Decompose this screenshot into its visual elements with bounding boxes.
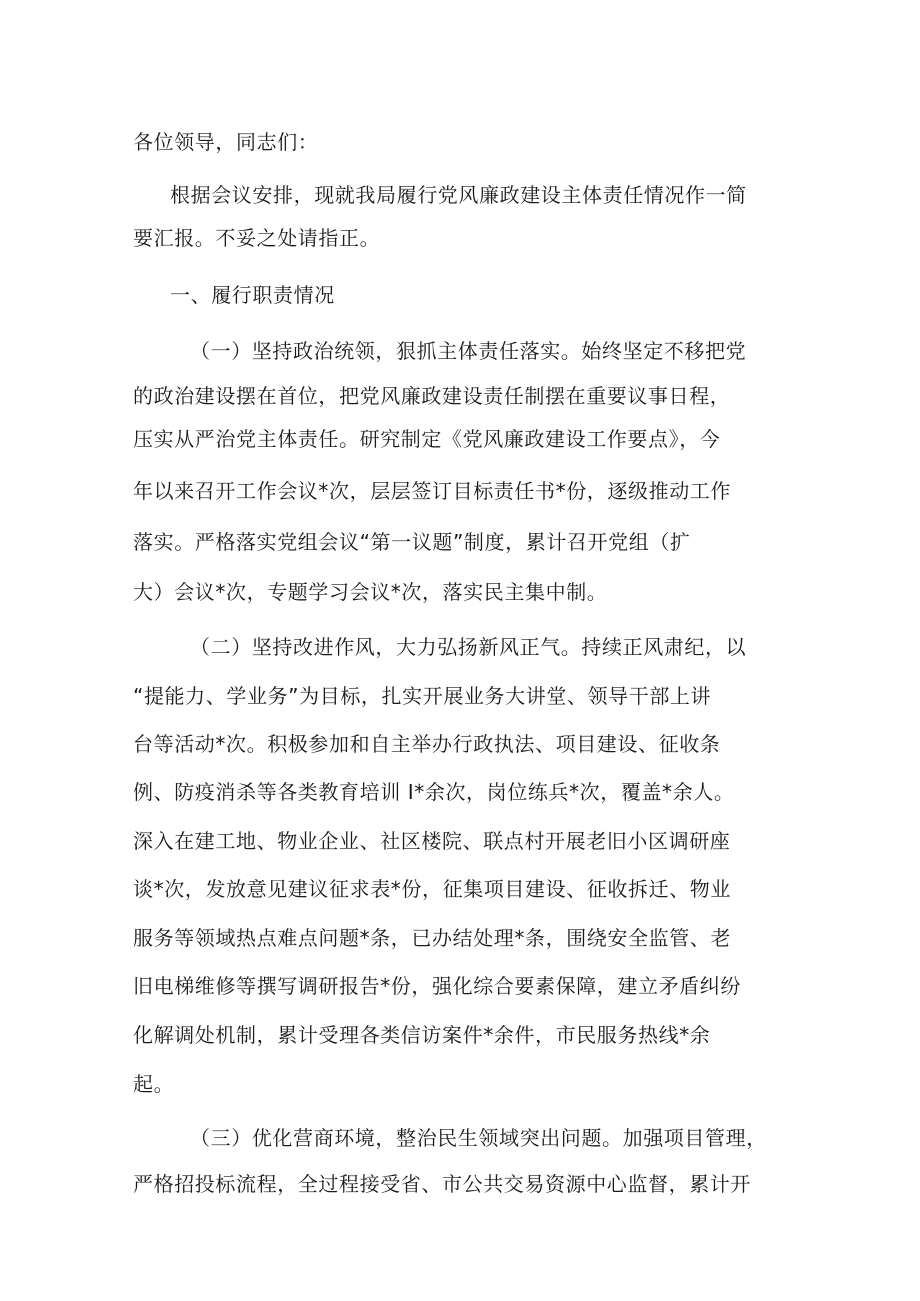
paragraph-line: 谈*次，发放意见建议征求表*份，征集项目建设、征收拆迁、物业 <box>133 877 731 901</box>
section-heading: 一、履行职责情况 <box>170 283 335 307</box>
paragraph-line: 化解调处机制，累计受理各类信访案件*余件，市民服务热线*余 <box>133 1023 711 1047</box>
paragraph-line: 年以来召开工作会议*次，层层签订目标责任书*份，逐级推动工作 <box>133 479 731 503</box>
paragraph-line: （一）坚持政治统领，狠抓主体责任落实。始终坚定不移把党 <box>190 339 747 363</box>
paragraph-line: 压实从严治党主体责任。研究制定《党风廉政建设工作要点》，今 <box>133 427 721 451</box>
paragraph-line: 落实。严格落实党组会议“第一议题”制度，累计召开党组（扩 <box>133 530 691 554</box>
paragraph-line: 旧电梯维修等撰写调研报告*份，强化综合要素保障，建立矛盾纠纷 <box>133 974 741 998</box>
paragraph-line: 大）会议*次，专题学习会议*次，落实民主集中制。 <box>133 580 608 604</box>
paragraph-line: 服务等领域热点难点问题*条，已办结处理*条，围绕安全监管、老 <box>133 926 731 950</box>
paragraph-line: 深入在建工地、物业企业、社区楼院、联点村开展老旧小区调研座 <box>133 829 731 853</box>
paragraph-line: 台等活动*次。积极参加和自主举办行政执法、项目建设、征收条 <box>133 732 721 756</box>
paragraph-line: “提能力、学业务”为目标，扎实开展业务大讲堂、领导干部上讲 <box>133 684 712 708</box>
paragraph-line: 例、防疫消杀等各类教育培训 I*余次，岗位练兵*次，覆盖*余人。 <box>133 780 735 804</box>
paragraph-line: （二）坚持改进作风，大力弘扬新风正气。持续正风肃纪，以 <box>190 635 747 659</box>
paragraph-line: 的政治建设摆在首位，把党风廉政建设责任制摆在重要议事日程， <box>133 384 731 408</box>
paragraph-line: （三）优化营商环境，整治民生领域突出问题。加强项目管理， <box>190 1126 767 1150</box>
paragraph-line: 严格招投标流程，全过程接受省、市公共交易资源中心监督，累计开 <box>133 1172 751 1196</box>
greeting: 各位领导，同志们： <box>133 130 319 154</box>
intro-line: 要汇报。不妥之处请指正。 <box>133 226 381 250</box>
intro-line: 根据会议安排，现就我局履行党风廉政建设主体责任情况作一简 <box>170 183 747 207</box>
paragraph-line: 起。 <box>133 1072 175 1096</box>
